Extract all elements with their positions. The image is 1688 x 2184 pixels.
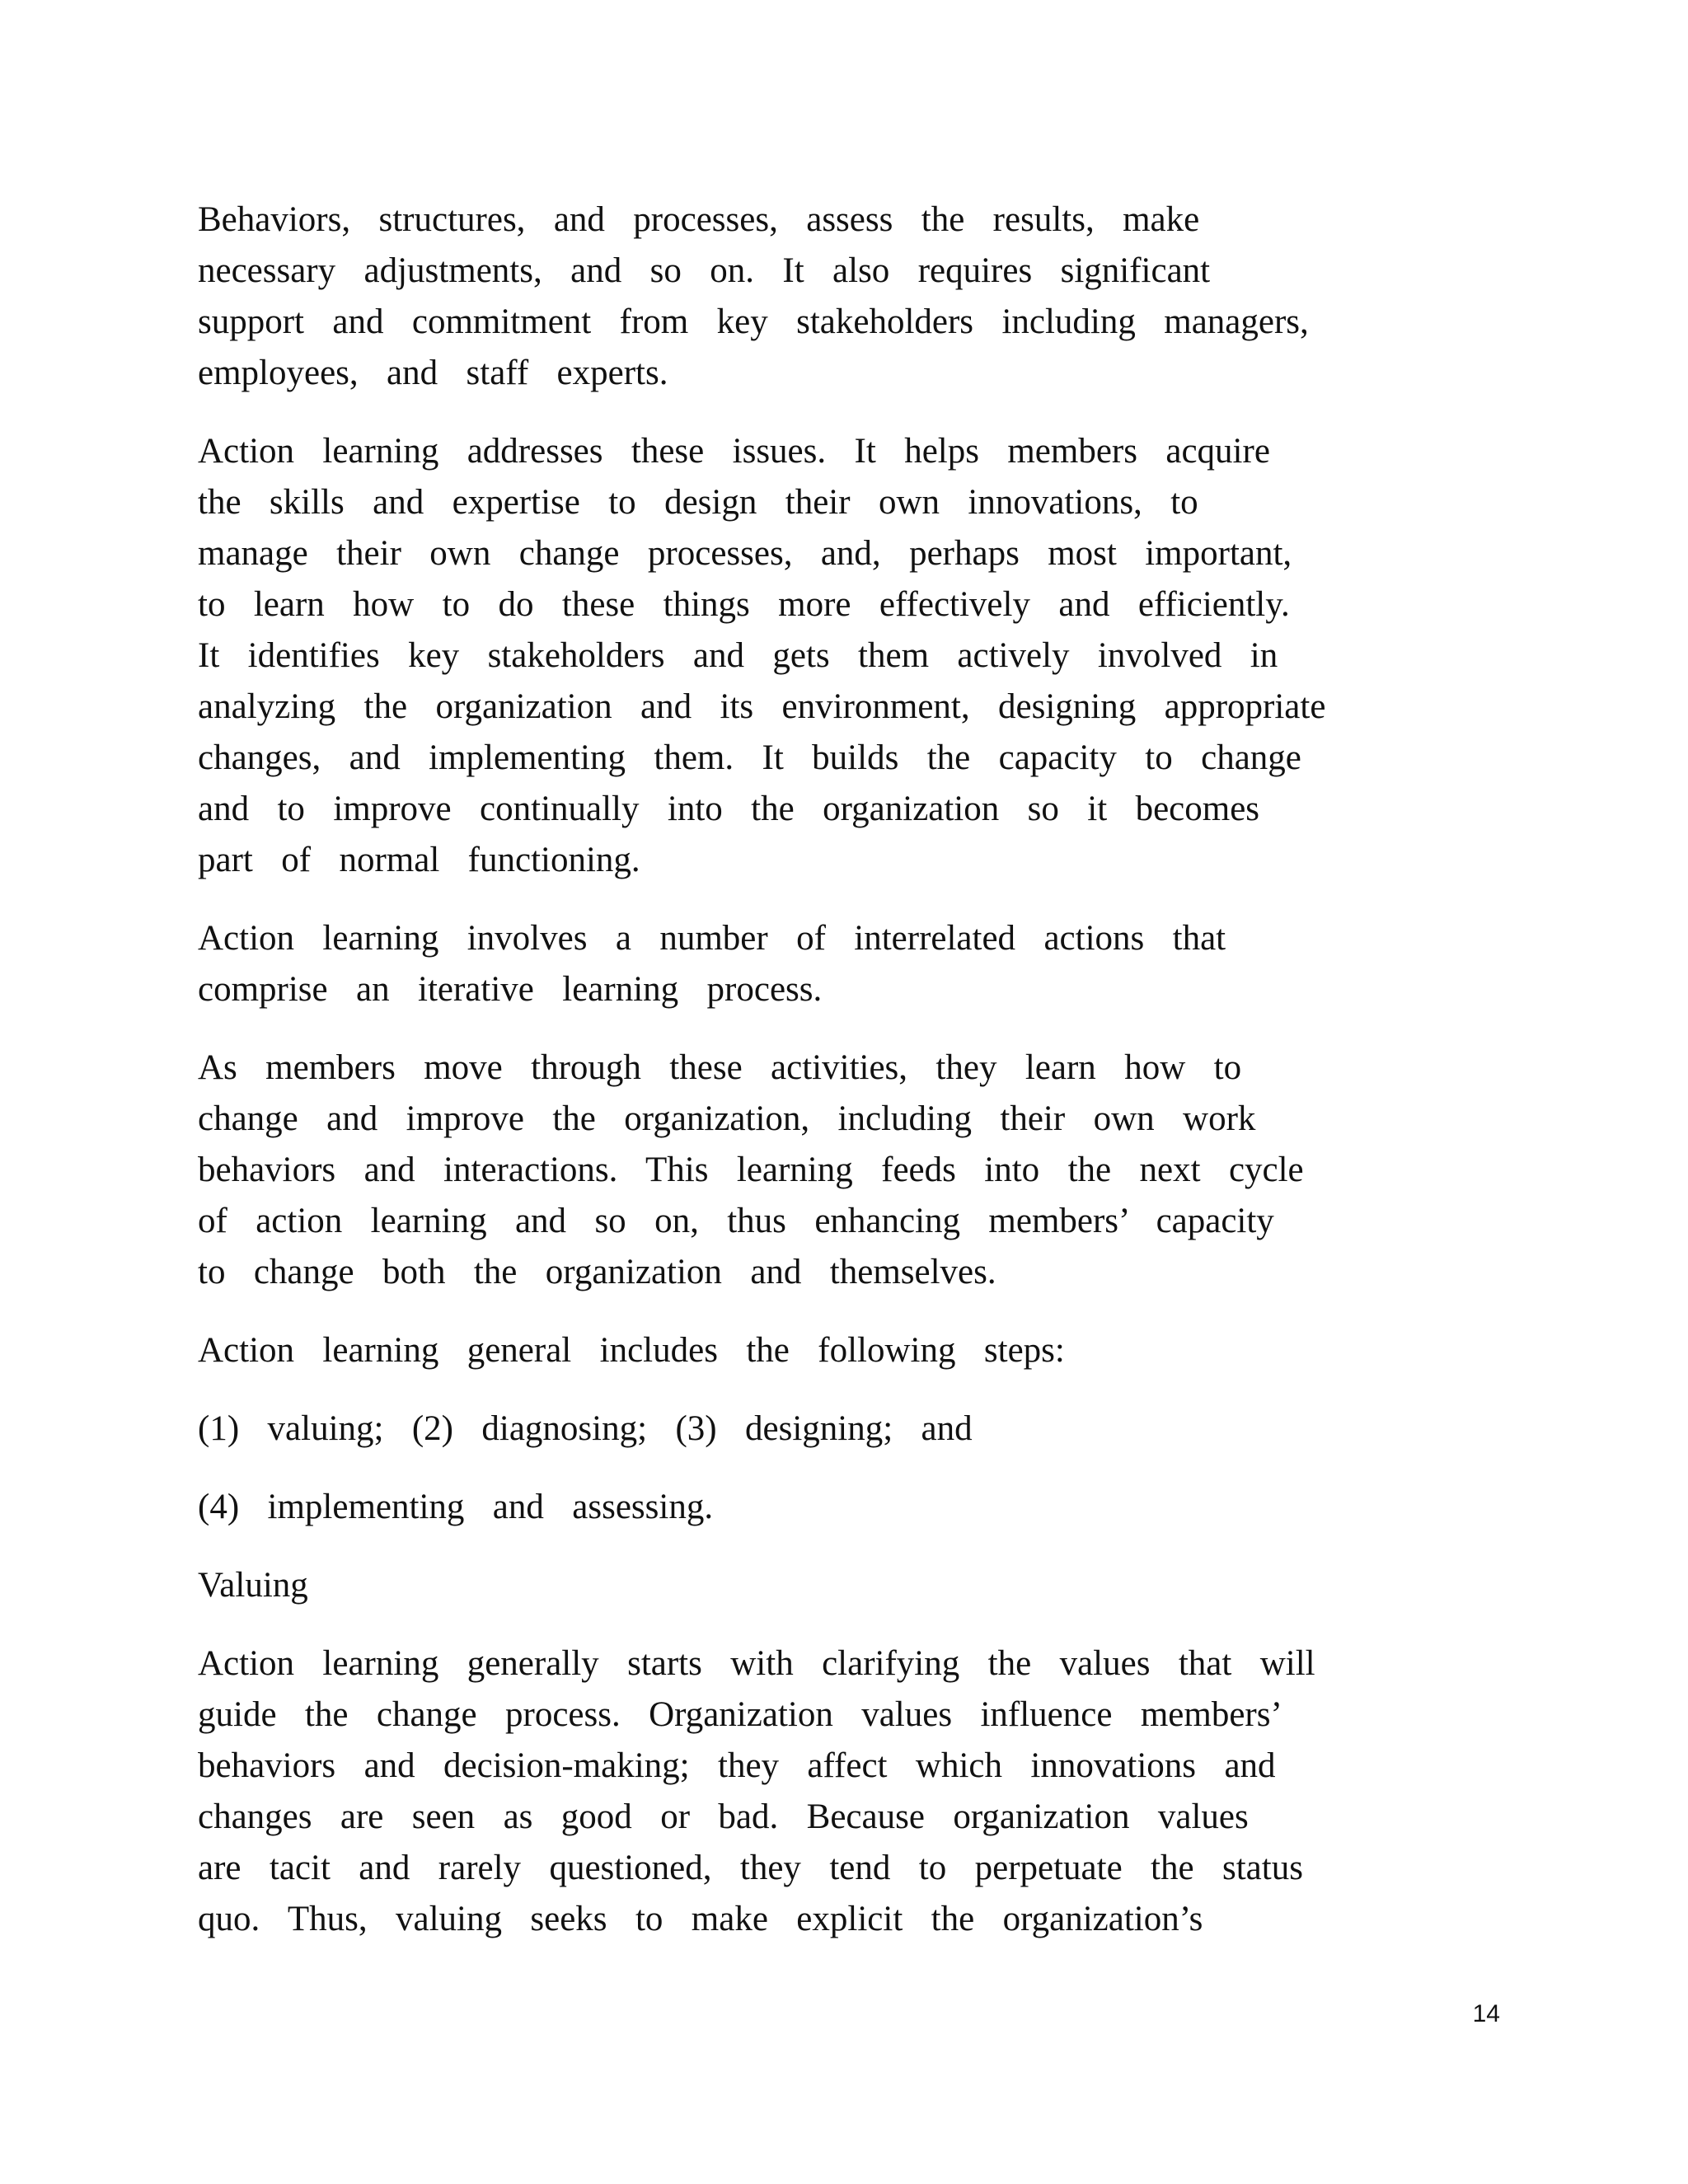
text-line: to change both the organization and themselves. bbox=[198, 1253, 996, 1291]
text-line: Action learning involves a number of interrelated actions that bbox=[198, 919, 1226, 958]
paragraph-3 bbox=[198, 913, 1484, 1015]
text-line: Behaviors, structures, and processes, assess the results, make bbox=[198, 200, 1200, 239]
text-line: Action learning addresses these issues. It helps members acquire bbox=[198, 432, 1270, 471]
text-line: to learn how to do these things more effectively and efficiently. bbox=[198, 585, 1290, 624]
text-line: behaviors and interactions. This learning feeds into the next cycle bbox=[198, 1151, 1304, 1189]
text-line: It identifies key stakeholders and gets them actively involved in bbox=[198, 636, 1278, 675]
text-line: part of normal functioning. bbox=[198, 841, 640, 879]
page-number: 14 bbox=[1472, 2000, 1500, 2027]
text-line: necessary adjustments, and so on. It also requires significant bbox=[198, 251, 1211, 290]
text-line: of action learning and so on, thus enhancing members’ capacity bbox=[198, 1202, 1274, 1240]
text-line: quo. Thus, valuing seeks to make explicit the organization’s bbox=[198, 1900, 1203, 1938]
text-line: comprise an iterative learning process. bbox=[198, 970, 823, 1009]
text-line: changes are seen as good or bad. Because organization values bbox=[198, 1797, 1249, 1836]
text-line: and to improve continually into the organization so it becomes bbox=[198, 790, 1260, 828]
steps-line-1 bbox=[198, 1404, 1484, 1455]
paragraph-1 bbox=[198, 194, 1484, 399]
text-line: change and improve the organization, including their own work bbox=[198, 1099, 1256, 1138]
paragraph-valuing bbox=[198, 1638, 1484, 1945]
body-text bbox=[198, 194, 1484, 1972]
paragraph-2 bbox=[198, 426, 1484, 886]
text-line: are tacit and rarely questioned, they tend to perpetuate the status bbox=[198, 1849, 1303, 1887]
section-heading-valuing bbox=[198, 1560, 1484, 1611]
paragraph-4 bbox=[198, 1043, 1484, 1298]
text-line: behaviors and decision-making; they affect which innovations and bbox=[198, 1746, 1276, 1785]
text-line: analyzing the organization and its environment, designing appropriate bbox=[198, 687, 1326, 726]
text-line: Valuing bbox=[198, 1566, 308, 1605]
text-line: manage their own change processes, and, perhaps most important, bbox=[198, 534, 1292, 573]
text-line: (4) implementing and assessing. bbox=[198, 1488, 714, 1526]
text-line: changes, and implementing them. It builds the capacity to change bbox=[198, 738, 1301, 777]
paragraph-5 bbox=[198, 1325, 1484, 1376]
text-line: (1) valuing; (2) diagnosing; (3) designing; and bbox=[198, 1409, 973, 1448]
steps-line-2 bbox=[198, 1482, 1484, 1533]
text-line: Action learning general includes the following steps: bbox=[198, 1331, 1065, 1370]
text-line: Action learning generally starts with clarifying the values that will bbox=[198, 1644, 1315, 1683]
text-line: support and commitment from key stakeholders including managers, bbox=[198, 302, 1309, 341]
text-line: guide the change process. Organization values influence members’ bbox=[198, 1695, 1282, 1734]
text-line: As members move through these activities, they learn how to bbox=[198, 1048, 1242, 1087]
text-line: the skills and expertise to design their own innovations, to bbox=[198, 483, 1198, 522]
text-line: employees, and staff experts. bbox=[198, 354, 668, 392]
